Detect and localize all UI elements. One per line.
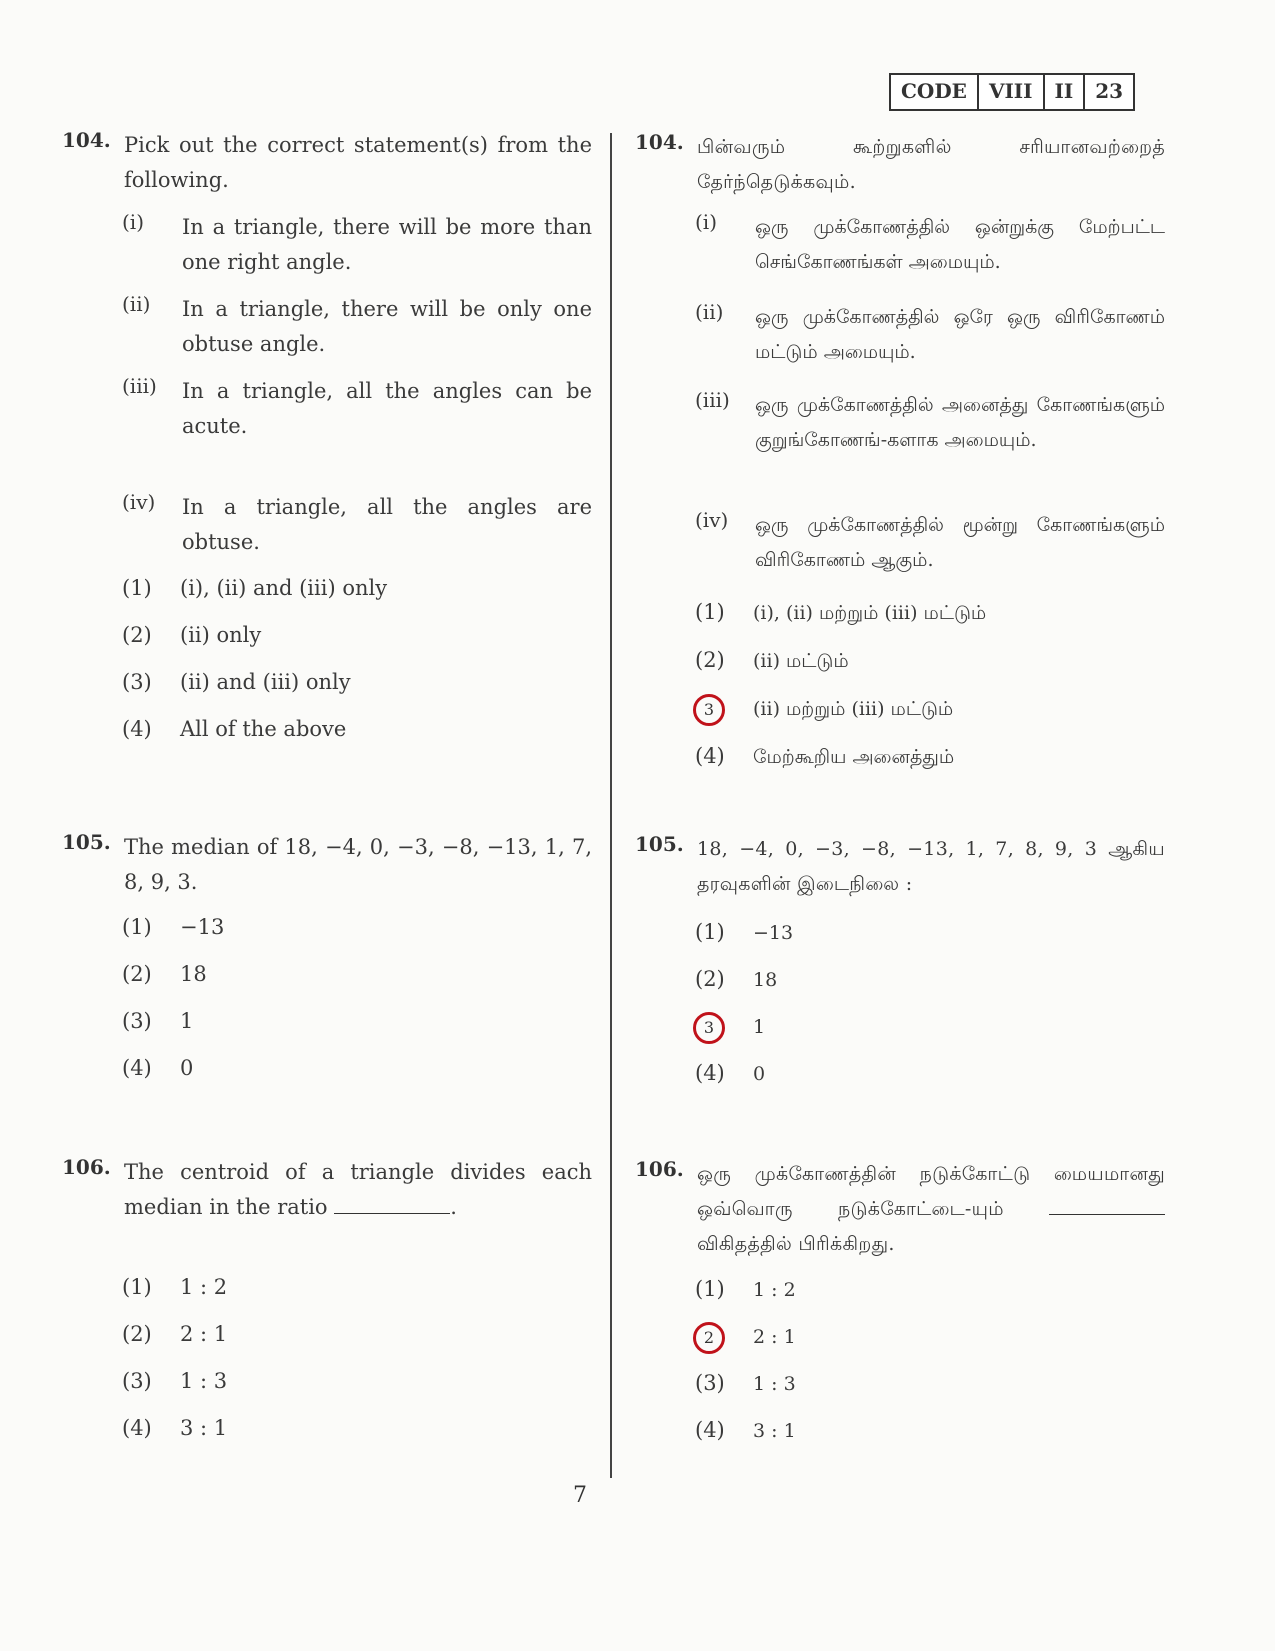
page-number: 7 — [573, 1483, 587, 1508]
option-4[interactable]: (4) மேற்கூறிய அனைத்தும் — [695, 744, 955, 768]
answer-blank — [1049, 1194, 1165, 1215]
code-part-b: II — [1045, 75, 1086, 109]
option-1[interactable]: (1) (i), (ii) and (iii) only — [122, 576, 388, 600]
statement-iii: (iii) ஒரு முக்கோணத்தில் அனைத்து கோணங்களும் குறுங்கோணங்-களாக அமையும். — [695, 388, 1165, 451]
statement-iii: (iii) In a triangle, all the angles can be acute. — [122, 374, 592, 438]
option-3[interactable]: (3) (ii) and (iii) only — [122, 670, 351, 694]
question-number: 106. — [635, 1157, 684, 1181]
option-4[interactable]: (4) 0 — [695, 1061, 766, 1085]
option-4[interactable]: (4) 3 : 1 — [695, 1418, 796, 1442]
option-2[interactable]: (2) 18 — [122, 962, 207, 986]
option-1[interactable]: (1) 1 : 2 — [695, 1277, 796, 1301]
question-text: Pick out the correct statement(s) from the following. — [124, 133, 592, 192]
option-2[interactable]: (2) (ii) only — [122, 623, 262, 647]
question-text: The centroid of a triangle divides each median in the ratio . — [124, 1160, 592, 1219]
statement-iv: (iv) In a triangle, all the angles are obtuse. — [122, 490, 592, 554]
question-104-ta — [635, 130, 1165, 200]
option-1[interactable]: (1) −13 — [122, 915, 225, 939]
question-104-en — [62, 128, 592, 198]
question-106-ta — [635, 1157, 1165, 1262]
question-number: 106. — [62, 1155, 111, 1179]
question-106-en — [62, 1155, 592, 1225]
question-105-ta — [635, 832, 1165, 902]
question-number: 104. — [635, 130, 684, 154]
answer-mark-circle: 3 — [693, 694, 725, 726]
statement-ii: (ii) ஒரு முக்கோணத்தில் ஒரே ஒரு விரிகோணம் மட்டும் அமையும். — [695, 300, 1165, 363]
statement-iv: (iv) ஒரு முக்கோணத்தில் மூன்று கோணங்களும் விரிகோணம் ஆகும். — [695, 508, 1165, 571]
statement-i: (i) In a triangle, there will be more than one right angle. — [122, 210, 592, 274]
option-1[interactable]: (1) −13 — [695, 920, 794, 944]
question-text: 18, −4, 0, −3, −8, −13, 1, 7, 8, 9, 3 ஆகிய தரவுகளின் இடைநிலை : — [697, 838, 1165, 895]
column-divider — [610, 133, 612, 1478]
question-number: 105. — [62, 830, 111, 854]
option-2[interactable]: (2) 2 : 1 — [122, 1322, 228, 1346]
option-4[interactable]: (4) All of the above — [122, 717, 347, 741]
code-label: CODE — [891, 75, 979, 109]
question-number: 104. — [62, 128, 111, 152]
option-3[interactable]: (3) 1 : 3 — [122, 1369, 228, 1393]
option-1[interactable]: (1) 1 : 2 — [122, 1275, 228, 1299]
code-part-a: VIII — [979, 75, 1045, 109]
option-4[interactable]: (4) 0 — [122, 1056, 194, 1080]
option-3-marked[interactable]: 3 1 — [695, 1011, 1165, 1044]
question-number: 105. — [635, 832, 684, 856]
option-1[interactable]: (1) (i), (ii) மற்றும் (iii) மட்டும் — [695, 600, 987, 624]
option-2[interactable]: (2) (ii) மட்டும் — [695, 648, 849, 672]
question-text: ஒரு முக்கோணத்தின் நடுக்கோட்டு மையமானது ஒவ்வொரு நடுக்கோட்டை-யும் விகிதத்தில் பிரிக்கிறது. — [697, 1163, 1165, 1255]
option-3[interactable]: (3) 1 — [122, 1009, 194, 1033]
answer-blank — [334, 1193, 450, 1214]
statement-ii: (ii) In a triangle, there will be only one obtuse angle. — [122, 292, 592, 356]
question-text: பின்வரும் கூற்றுகளில் சரியானவற்றைத் தேர்ந்தெடுக்கவும். — [697, 136, 1165, 193]
option-3-marked[interactable]: 3 (ii) மற்றும் (iii) மட்டும் — [695, 693, 1165, 726]
question-text: The median of 18, −4, 0, −3, −8, −13, 1, 7, 8, 9, 3. — [124, 835, 592, 894]
option-2-marked[interactable]: 2 2 : 1 — [695, 1321, 1165, 1354]
code-part-c: 23 — [1095, 79, 1124, 103]
answer-mark-circle: 2 — [693, 1322, 725, 1354]
option-4[interactable]: (4) 3 : 1 — [122, 1416, 228, 1440]
code-box — [889, 73, 1135, 111]
question-105-en — [62, 830, 592, 900]
answer-mark-circle: 3 — [693, 1012, 725, 1044]
option-2[interactable]: (2) 18 — [695, 967, 778, 991]
option-3[interactable]: (3) 1 : 3 — [695, 1371, 796, 1395]
statement-i: (i) ஒரு முக்கோணத்தில் ஒன்றுக்கு மேற்பட்ட செங்கோணங்கள் அமையும். — [695, 210, 1165, 273]
